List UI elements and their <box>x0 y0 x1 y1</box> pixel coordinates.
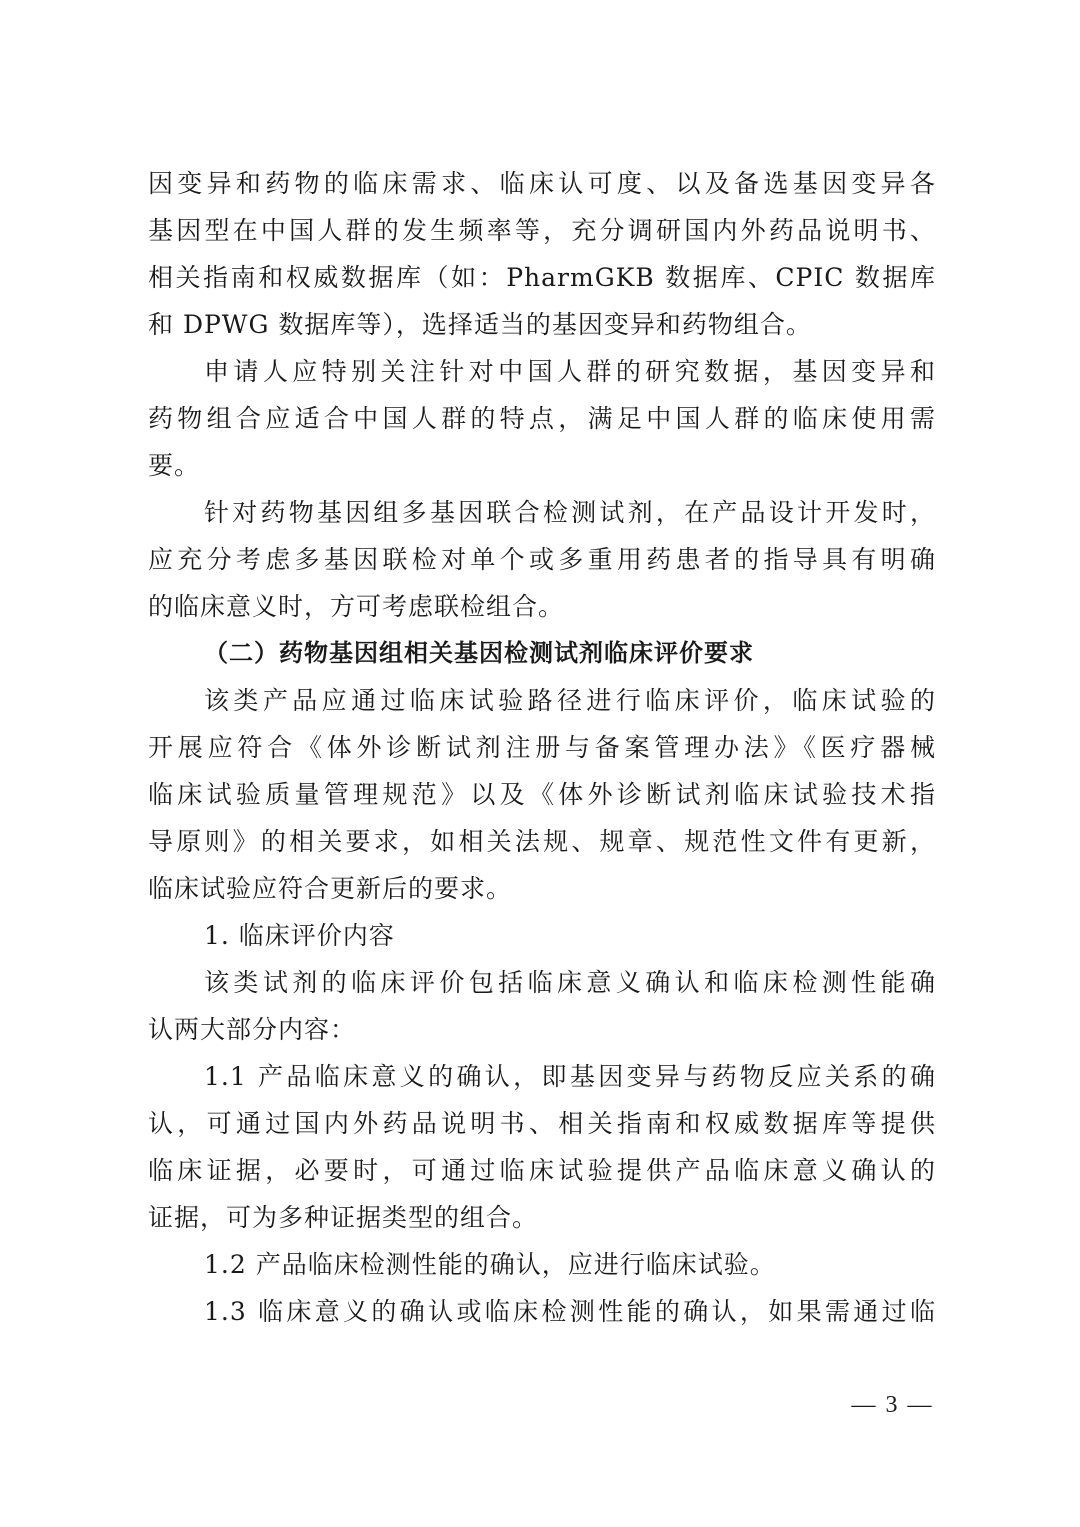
text-line: 认，可通过国内外药品说明书、相关指南和权威数据库等提供 <box>148 1109 936 1138</box>
section-heading: （二）药物基因组相关基因检测试剂临床评价要求 <box>204 639 754 667</box>
text-line: 临床试验质量管理规范》以及《体外诊断试剂临床试验技术指 <box>148 780 936 809</box>
text-line: 该类产品应通过临床试验路径进行临床评价，临床试验的 <box>204 686 936 715</box>
text-line: 药物组合应适合中国人群的特点，满足中国人群的临床使用需 <box>148 404 936 433</box>
text-line: 临床试验应符合更新后的要求。 <box>148 874 513 903</box>
text-line: 导原则》的相关要求，如相关法规、规章、规范性文件有更新， <box>148 827 936 856</box>
text-line: 1.2 产品临床检测性能的确认，应进行临床试验。 <box>204 1250 776 1279</box>
text-line: 证据，可为多种证据类型的组合。 <box>148 1203 539 1232</box>
text-line: 1.3 临床意义的确认或临床检测性能的确认，如果需通过临 <box>204 1297 936 1326</box>
text-line: 相关指南和权威数据库（如：PharmGKB 数据库、CPIC 数据库 <box>148 263 936 292</box>
text-line: 开展应符合《体外诊断试剂注册与备案管理办法》《医疗器械 <box>148 733 936 762</box>
text-line: 认两大部分内容： <box>148 1015 357 1044</box>
subsection-heading: 1. 临床评价内容 <box>204 921 395 950</box>
text-line: 申请人应特别关注针对中国人群的研究数据，基因变异和 <box>204 357 936 386</box>
text-line: 的临床意义时，方可考虑联检组合。 <box>148 592 565 621</box>
text-line: 因变异和药物的临床需求、临床认可度、以及备选基因变异各 <box>148 169 936 198</box>
text-line: 1.1 产品临床意义的确认，即基因变异与药物反应关系的确 <box>204 1062 936 1091</box>
text-line: 应充分考虑多基因联检对单个或多重用药患者的指导具有明确 <box>148 545 936 574</box>
text-line: 和 DPWG 数据库等），选择适当的基因变异和药物组合。 <box>148 310 812 339</box>
text-line: 临床证据，必要时，可通过临床试验提供产品临床意义确认的 <box>148 1156 936 1185</box>
page-number: — 3 — <box>851 1392 934 1418</box>
text-line: 基因型在中国人群的发生频率等，充分调研国内外药品说明书、 <box>148 216 936 245</box>
body-text <box>148 160 936 1335</box>
text-line: 该类试剂的临床评价包括临床意义确认和临床检测性能确 <box>204 968 936 997</box>
text-line: 要。 <box>148 451 201 480</box>
text-line: 针对药物基因组多基因联合检测试剂，在产品设计开发时， <box>204 498 936 527</box>
